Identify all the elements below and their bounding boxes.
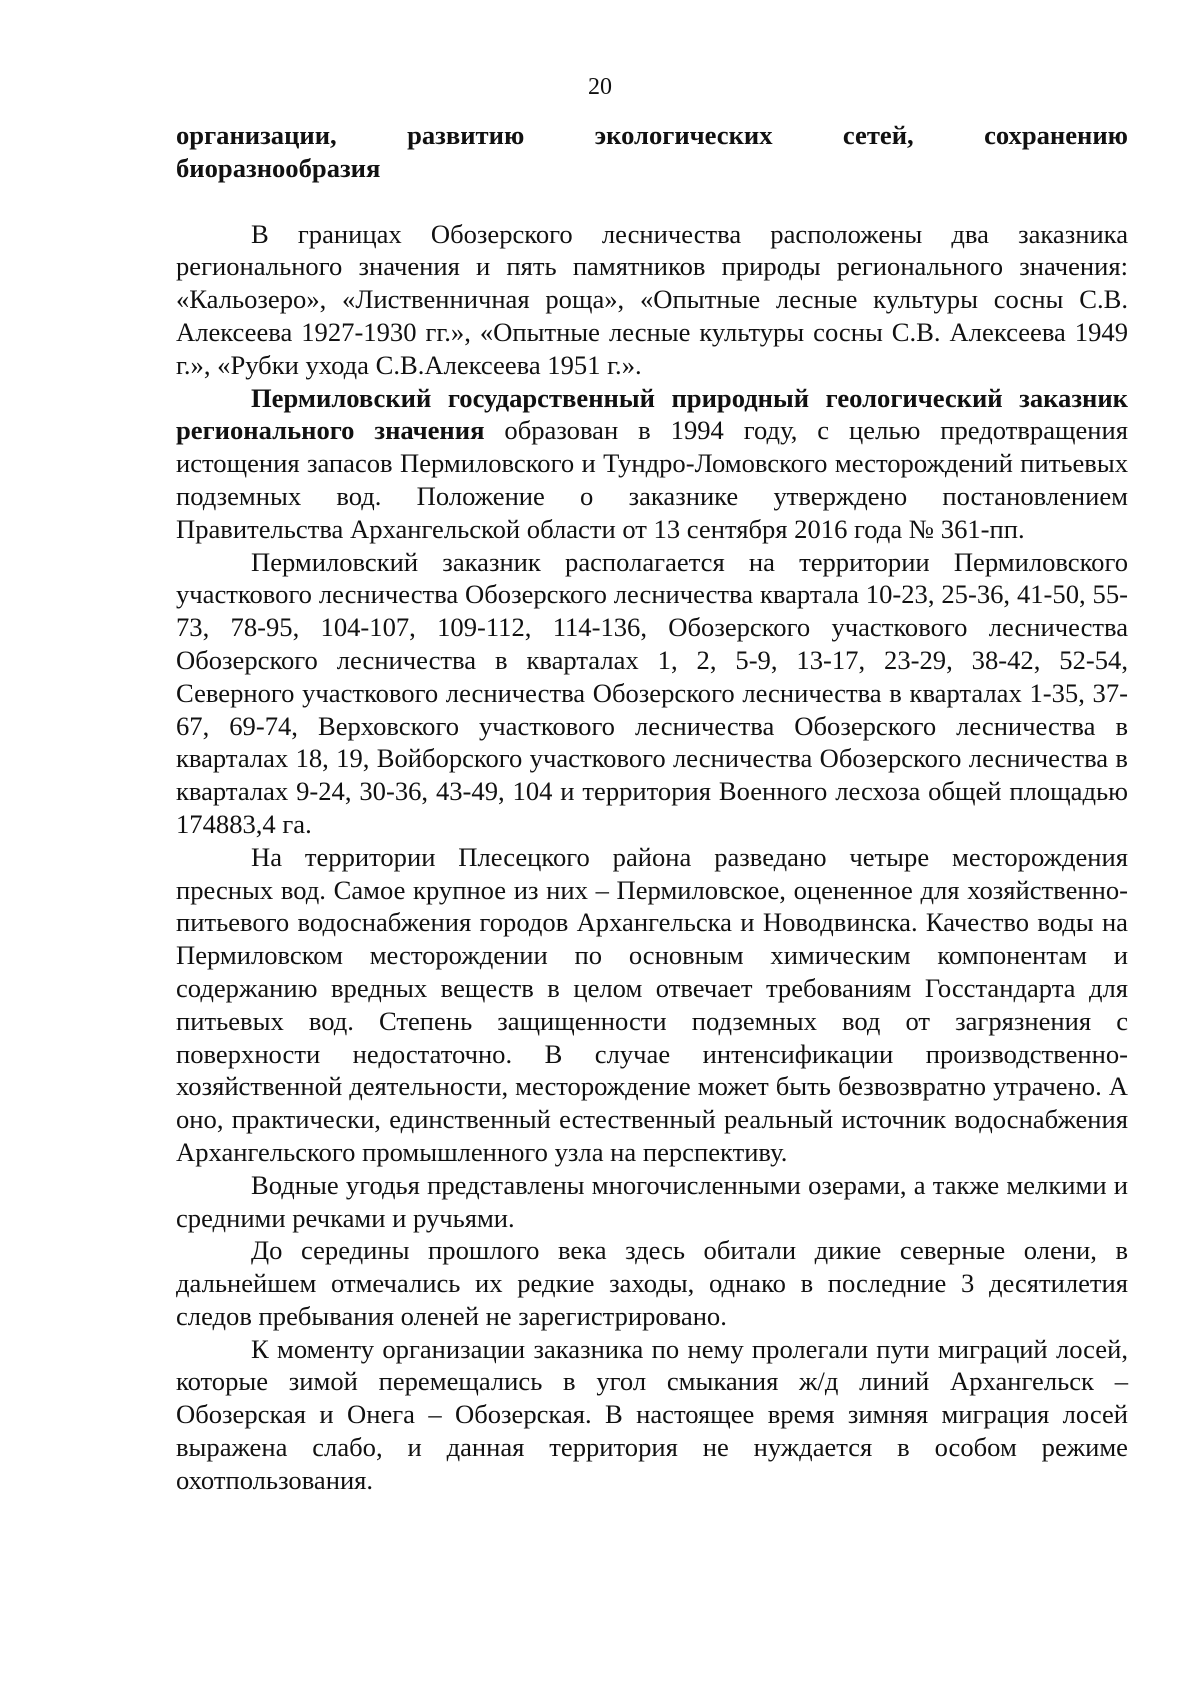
- heading-line-1: [176, 119, 1128, 152]
- heading-word: развитию: [407, 120, 525, 150]
- paragraph-water-deposits: На территории Плесецкого района разведано четыре месторождения пресных вод. Самое крупное из них – Пермиловское, оцененное для хозяйственно-питьевого водоснабжения городов Архангельска и Новодвинска. Качество воды на Пермиловском месторождении по основным химическим компонентам и содержанию вредных веществ в целом отвечает требованиям Госстандарта для питьевых вод. Степень защищенности подземных вод от загрязнения с поверхности недостаточно. В случае интенсификации производственно-хозяйственной деятельности, месторождение может быть безвозвратно утрачено. А оно, практически, единственный естественный реальный источник водоснабжения Архангельского промышленного узла на перспективу.: [176, 841, 1128, 1167]
- heading-line-2: биоразнообразия: [176, 152, 381, 183]
- document-body: [176, 119, 1128, 1497]
- heading-word: сетей,: [842, 120, 914, 150]
- reserve-description: образован в 1994 году, с целью предотвращения истощения запасов Пермиловского и Тундро-Ломовского месторождений питьевых подземных вод. Положение о заказнике утверждено постановлением Правительства Архангельской области от 13 сентября 2016 года № 361-пп.: [176, 415, 1128, 544]
- heading-word: сохранению: [984, 120, 1128, 150]
- paragraph-reindeer: До середины прошлого века здесь обитали дикие северные олени, в дальнейшем отмечались их редкие заходы, однако в последние 3 десятилетия следов пребывания оленей не зарегистрировано.: [176, 1235, 1128, 1331]
- heading-word: экологических: [594, 120, 773, 150]
- paragraph-moose-migration: К моменту организации заказника по нему пролегали пути миграций лосей, которые зимой перемещались в угол смыкания ж/д линий Архангельск – Обозерская и Онега – Обозерская. В настоящее время зимняя миграция лосей выражена слабо, и данная территория не нуждается в особом режиме охотпользования.: [176, 1333, 1128, 1495]
- paragraph-nature-monuments: В границах Обозерского лесничества расположены два заказника регионального значения и пять памятников природы регионального значения: «Кальозеро», «Лиственничная роща», «Опытные лесные культуры сосны С.В. Алексеева 1927-1930 гг.», «Опытные лесные культуры сосны С.В. Алексеева 1949 г.», «Рубки ухода С.В.Алексеева 1951 г.».: [176, 218, 1128, 380]
- heading-word: организации,: [176, 120, 337, 150]
- section-heading: [176, 119, 1128, 185]
- paragraph-reserve-location: Пермиловский заказник располагается на территории Пермиловского участкового лесничества Обозерского лесничества квартала 10-23, 25-36, 41-50, 55-73, 78-95, 104-107, 109-112, 114-136, Обозерского участкового лесничества Обозерского лесничества в кварталах 1, 2, 5-9, 13-17, 23-29, 38-42, 52-54, Северного участкового лесничества Обозерского лесничества в кварталах 1-35, 37-67, 69-74, Верховского участкового лесничества Обозерского лесничества в кварталах 18, 19, Войборского участкового лесничества Обозерского лесничества в кварталах 9-24, 30-36, 43-49, 104 и территория Военного лесхоза общей площадью 174883,4 га.: [176, 546, 1128, 839]
- page-number: 20: [588, 74, 612, 100]
- paragraph-permilovsky-reserve: [176, 382, 1128, 546]
- reserve-name-bold: Пермиловский государственный природный геологический заказник регионального значения: [176, 382, 1128, 446]
- paragraph-water-lands: Водные угодья представлены многочисленными озерами, а также мелкими и средними речками и ручьями.: [176, 1169, 1128, 1233]
